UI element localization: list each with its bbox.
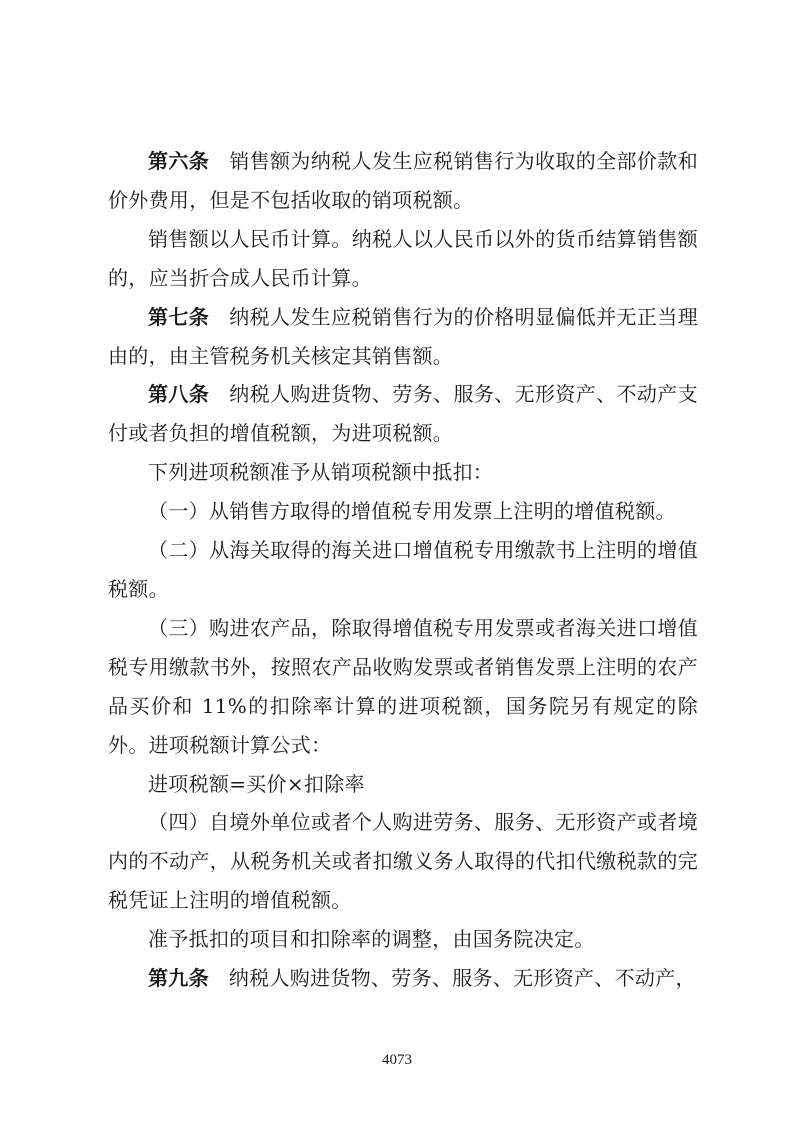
article-9-heading: 第九条: [148, 966, 209, 991]
article-6-heading: 第六条: [148, 149, 210, 173]
article-8-text: 纳税人购进货物、劳务、服务、无形资产、不动产支付或者负担的增值税额，为进项税额。: [108, 382, 698, 446]
page-number: 4073: [382, 1052, 412, 1068]
article-9-paragraph: [108, 959, 698, 998]
article-9-text: 纳税人购进货物、劳务、服务、无形资产、不动产，: [228, 966, 696, 991]
article-8-paragraph-3: 准予抵扣的项目和扣除率的调整，由国务院决定。: [148, 927, 595, 952]
article-8-item-1: （一）从销售方取得的增值税专用发票上注明的增值税额。: [148, 499, 676, 524]
article-7-heading: 第七条: [148, 304, 210, 329]
formula: 进项税额=买价×扣除率: [148, 771, 365, 796]
article-6-text: 销售额为纳税人发生应税销售行为收取的全部价款和价外费用，但是不包括收取的销项税额。: [108, 149, 698, 212]
article-8-paragraph: [108, 375, 698, 453]
body-text: [108, 142, 698, 998]
article-7-paragraph: [108, 298, 698, 376]
article-6-paragraph-2: 销售额以人民币计算。纳税人以人民币以外的货币结算销售额的，应当折合成人民币计算。: [108, 226, 698, 290]
article-8-item-2: （二）从海关取得的海关进口增值税专用缴款书上注明的增值税额。: [108, 538, 698, 601]
article-8-item-4: （四）自境外单位或者个人购进劳务、服务、无形资产或者境内的不动产，从税务机关或者扣缴义务人取得的代扣代缴税款的完税凭证上注明的增值税额。: [108, 810, 698, 913]
article-6-paragraph: [108, 142, 698, 220]
article-8-heading: 第八条: [148, 382, 210, 407]
article-7-text: 纳税人发生应税销售行为的价格明显偏低并无正当理由的，由主管税务机关核定其销售额。: [108, 304, 698, 368]
article-8-item-3: （三）购进农产品，除取得增值税专用发票或者海关进口增值税专用缴款书外，按照农产品收购发票或者销售发票上注明的农产品买价和 11%的扣除率计算的进项税额，国务院另有规定的除外。进项税额计算公式：: [108, 615, 698, 757]
article-8-paragraph-2: 下列进项税额准予从销项税额中抵扣：: [148, 460, 494, 485]
